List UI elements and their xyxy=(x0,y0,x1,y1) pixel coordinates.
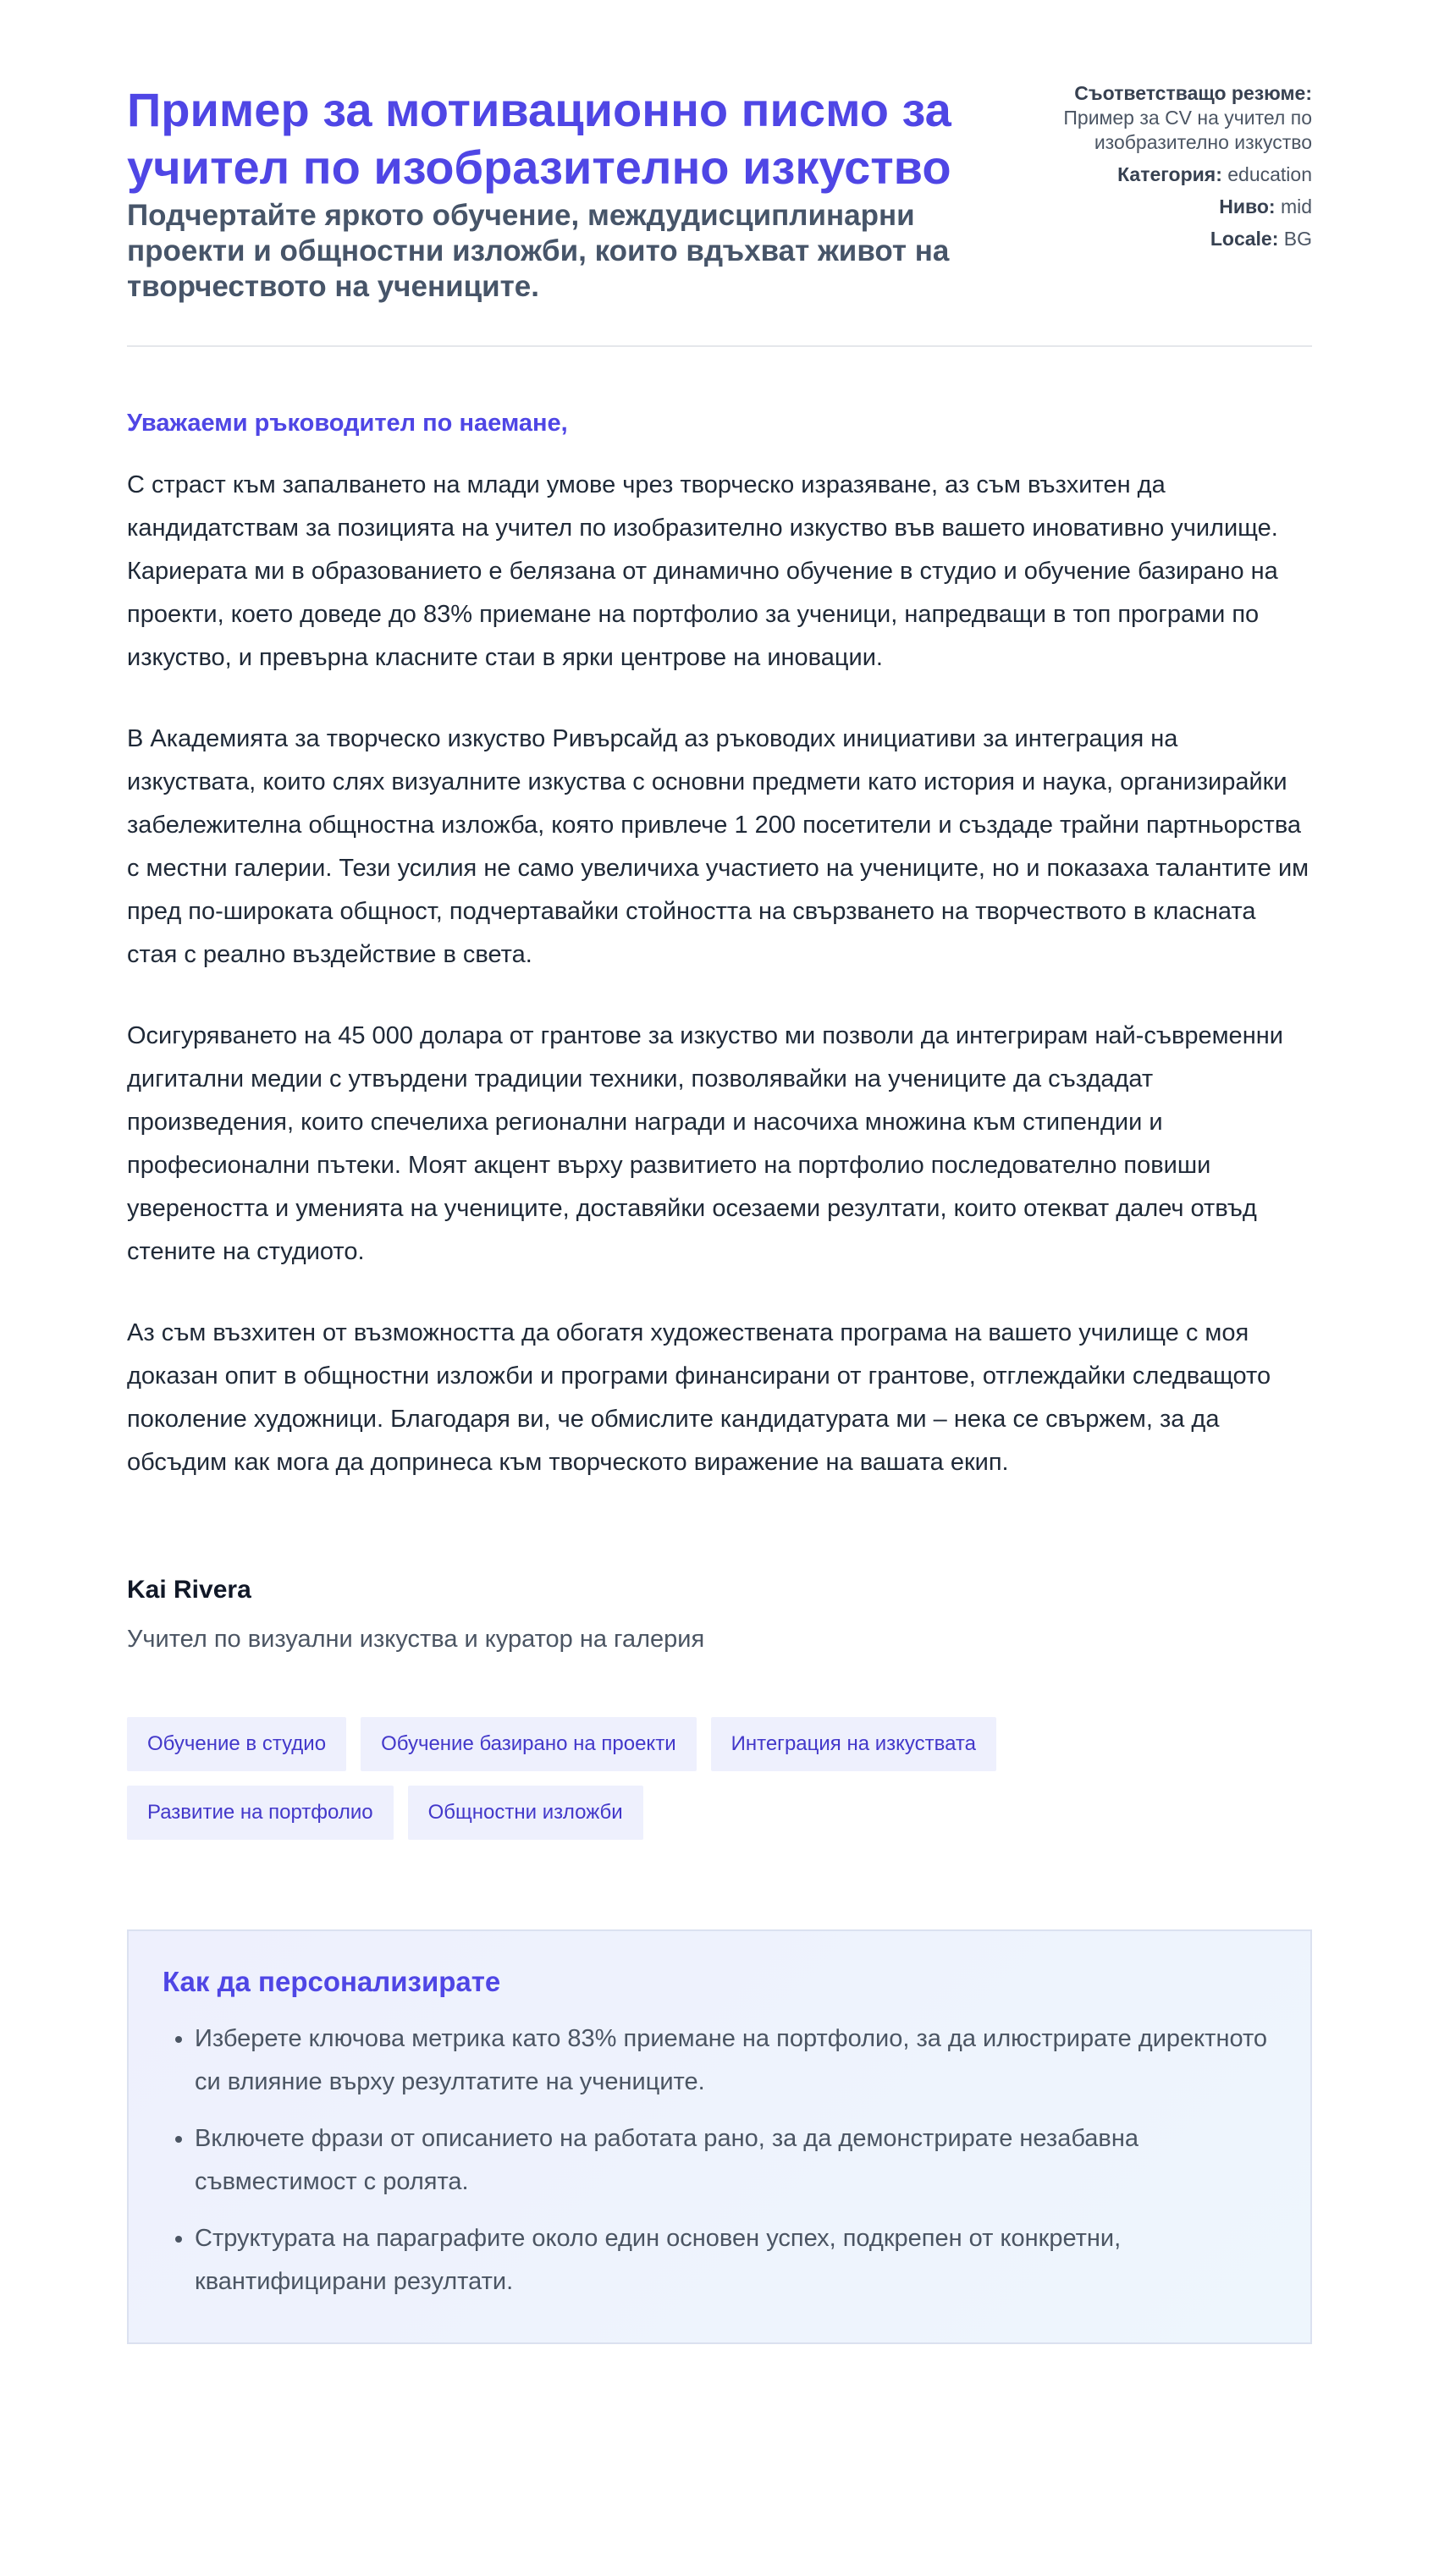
meta-locale-label: Locale: xyxy=(1210,228,1279,250)
letter-paragraph-4: Аз съм възхитен от възможността да обогатя художествената програма на вашето училище с моя доказан опит в общностни изложби и програми финансирани от грантове, отглеждайки следващото поколение художници. Благодаря ви, че обмислите кандидатурата ми – нека се свържем, за да обсъдим как мога да допринеса към творческото виражение на вашата екип. xyxy=(127,1319,1271,1476)
meta-category-value: education xyxy=(1227,163,1312,185)
tips-title: Как да персонализирате xyxy=(163,1966,501,1997)
letter-paragraph-3: Осигуряването на 45 000 долара от грантове за изкуство ми позволи да интегрирам най-съвременни дигитални медии с утвърдени традиции техники, позволявайки на учениците да създадат произведения, които спечелиха регионални награди и насочиха множина към стипендии и професионални пътеки. Моят акцент върху развитието на портфолио последователно повиши увереността и уменията на учениците, доставяйки осезаеми резултати, които отекват далеч отвъд стените на студиото. xyxy=(127,1022,1283,1265)
skill-tag: Обучение в студио xyxy=(127,1717,346,1771)
tip-item: • Включете фрази от описанието на работата рано, за да демонстрирате незабавна съвместимост с ролята. xyxy=(195,2117,1276,2204)
meta-locale xyxy=(990,227,1312,251)
meta-level xyxy=(990,195,1312,219)
customization-tips-box xyxy=(127,1929,1312,2344)
meta-category xyxy=(990,162,1312,187)
meta-category-label: Категория: xyxy=(1117,163,1222,185)
skill-tag: Общностни изложби xyxy=(408,1786,643,1840)
tip-item: • Изберете ключова метрика като 83% приемане на портфолио, за да илюстрирате директното си влияние върху резултатите на учениците. xyxy=(195,2017,1276,2104)
meta-level-label: Ниво: xyxy=(1219,195,1276,217)
page-header xyxy=(127,81,1312,305)
header-divider xyxy=(127,345,1312,347)
letter-paragraph-1: С страст към запалването на млади умове чрез творческо изразяване, аз съм възхитен да кандидатствам за позицията на учител по изобразително изкуство във вашето иновативно училище. Кариерата ми в образованието е белязана от динамично обучение в студио и обучение базирано на проекти, което доведе до 83% приемане на портфолио за ученици, напредващи в топ програми по изкуство, и превърна класните стаи в ярки центрове на иновации. xyxy=(127,471,1278,671)
skill-tag: Развитие на портфолио xyxy=(127,1786,394,1840)
meta-resume xyxy=(990,81,1312,155)
meta-panel xyxy=(990,81,1312,259)
skill-tags xyxy=(127,1717,1143,1840)
tip-item: • Структурата на параграфите около един основен успех, подкрепен от конкретни, квантифицирани резултати. xyxy=(195,2217,1276,2304)
signature-name: Kai Rivera xyxy=(127,1576,251,1604)
skill-tag: Интеграция на изкуствата xyxy=(711,1717,996,1771)
meta-locale-value: BG xyxy=(1283,228,1312,250)
meta-resume-value[interactable]: Пример за CV на учител по изобразително изкуство xyxy=(1063,107,1312,153)
page-title: Пример за мотивационно писмо за учител по изобразително изкуство xyxy=(127,83,951,194)
skill-tag: Обучение базирано на проекти xyxy=(361,1717,697,1771)
letter-greeting: Уважаеми ръководител по наемане, xyxy=(127,410,568,437)
cover-letter-page xyxy=(127,0,1312,2344)
meta-level-value: mid xyxy=(1280,195,1312,217)
meta-resume-label: Съответстващо резюме: xyxy=(1074,82,1312,104)
page-subtitle: Подчертайте яркото обучение, междудисциплинарни проекти и общностни изложби, които вдъхват живот на творчеството на учениците. xyxy=(127,199,950,303)
letter-paragraph-2: В Академията за творческо изкуство Ривърсайд аз ръководих инициативи за интеграция на изкуствата, които слях визуалните изкуства с основни предмети като история и наука, организирайки забележителна общностна изложба, която привлече 1 200 посетители и създаде трайни партньорства с местни галерии. Тези усилия не само увеличиха участието на учениците, но и показаха талантите им пред по-широката общност, подчертавайки стойността на свързването на творчеството в класната стая с реално въздействие в света. xyxy=(127,725,1309,968)
header-titles xyxy=(127,81,957,305)
signature-role: Учител по визуални изкуства и куратор на галерия xyxy=(127,1626,705,1653)
tips-list xyxy=(163,2017,1276,2304)
